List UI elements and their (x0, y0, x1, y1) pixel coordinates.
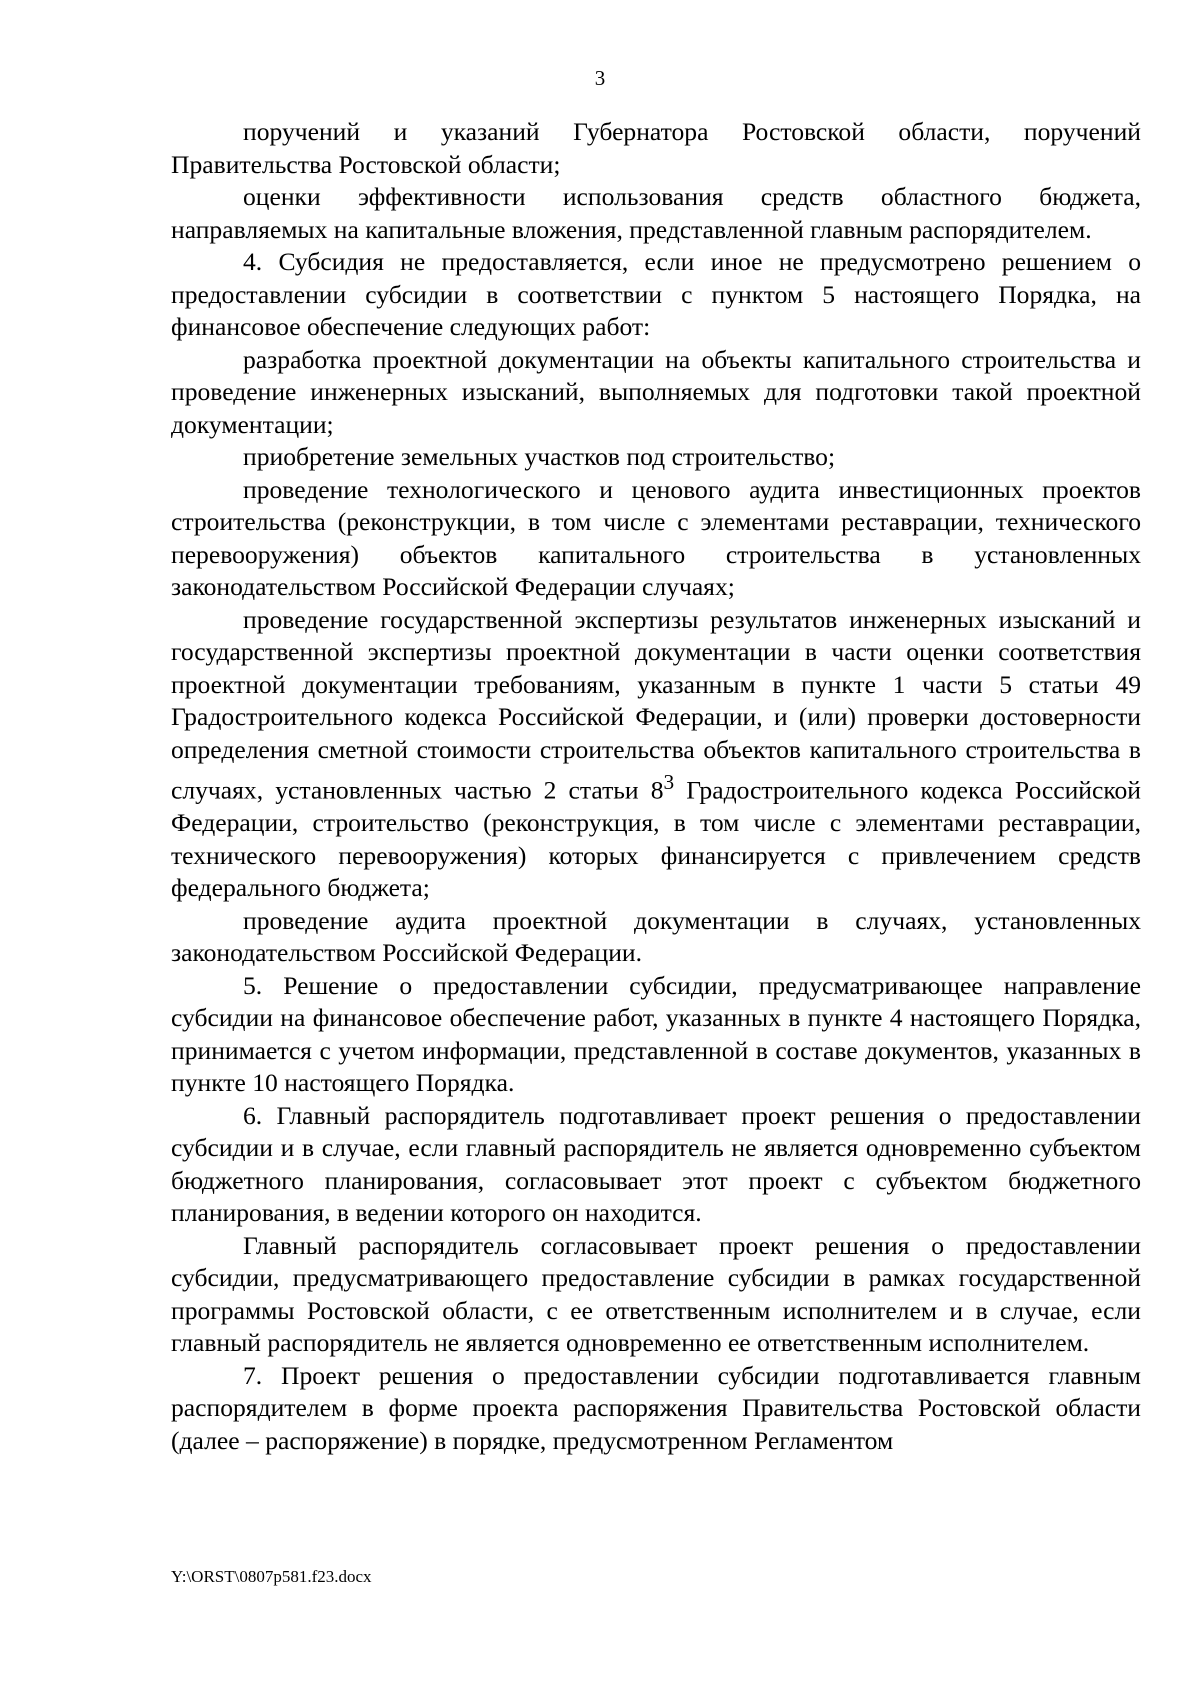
paragraph: оценки эффективности использования средств областного бюджета, направляемых на капитальные вложения, представленной главным распорядителем. (171, 182, 1141, 244)
paragraph: 5. Решение о предоставлении субсидии, предусматривающее направление субсидии на финансовое обеспечение работ, указанных в пункте 4 настоящего Порядка, принимается с учетом информации, представленной в составе документов, указанных в пункте 10 настоящего Порядка. (171, 970, 1141, 1098)
paragraph-text: Градостроительного кодекса Российской Федерации, строительство (реконструкция, в том числе с элементами реставрации, технического перевооружения) которых финансируется с привлечением средств федерального бюджета; (171, 775, 1141, 903)
paragraph: 6. Главный распорядитель подготавливает проект решения о предоставлении субсидии и в случае, если главный распорядитель не является одновременно субъектом бюджетного планирования, согласовывает этот проект с субъектом бюджетного планирования, в ведении которого он находится. (171, 1100, 1141, 1228)
paragraph: проведение аудита проектной документации в случаях, установленных законодательством Российской Федерации. (171, 905, 1141, 968)
paragraph: 4. Субсидия не предоставляется, если иное не предусмотрено решением о предоставлении субсидии в соответствии с пунктом 5 настоящего Порядка, на финансовое обеспечение следующих работ: (171, 247, 1141, 341)
superscript: 3 (663, 770, 675, 794)
paragraph: 7. Проект решения о предоставлении субсидии подготавливается главным распорядителем в форме проекта распоряжения Правительства Ростовской области (далее – распоряжение) в порядке, предусмотренном Регламентом (171, 1360, 1141, 1455)
page-number: 3 (594, 66, 606, 90)
paragraph: разработка проектной документации на объекты капитального строительства и проведение инженерных изысканий, выполняемых для подготовки такой проектной документации; (171, 344, 1141, 439)
file-path-footer: Y:\ORST\0807p581.f23.docx (171, 1567, 372, 1586)
paragraph (171, 604, 1141, 905)
paragraph-text: проведение государственной экспертизы результатов инженерных изысканий и государственной экспертизы проектной документации в части оценки соответствия проектной документации требованиям, указанным в пункте 1 части 5 статьи 49 Градостроительного кодекса Российской Федерации, и (или) проверки достоверности определения сметной стоимости строительства объектов капитального строительства в случаях, установленных частью 2 статьи 8 (171, 604, 1141, 805)
paragraph: Главный распорядитель согласовывает проект решения о предоставлении субсидии, предусматривающего предоставление субсидии в рамках государственной программы Ростовской области, с ее ответственным исполнителем и в случае, если главный распорядитель не является одновременно ее ответственным исполнителем. (171, 1230, 1141, 1358)
paragraph: поручений и указаний Губернатора Ростовской области, поручений Правительства Ростовской области; (171, 117, 1141, 179)
paragraph: приобретение земельных участков под строительство; (243, 442, 836, 471)
paragraph: проведение технологического и ценового аудита инвестиционных проектов строительства (реконструкции, в том числе с элементами реставрации, технического перевооружения) объектов капитального строительства в установленных законодательством Российской Федерации случаях; (171, 474, 1141, 601)
document-body (171, 116, 1141, 1457)
